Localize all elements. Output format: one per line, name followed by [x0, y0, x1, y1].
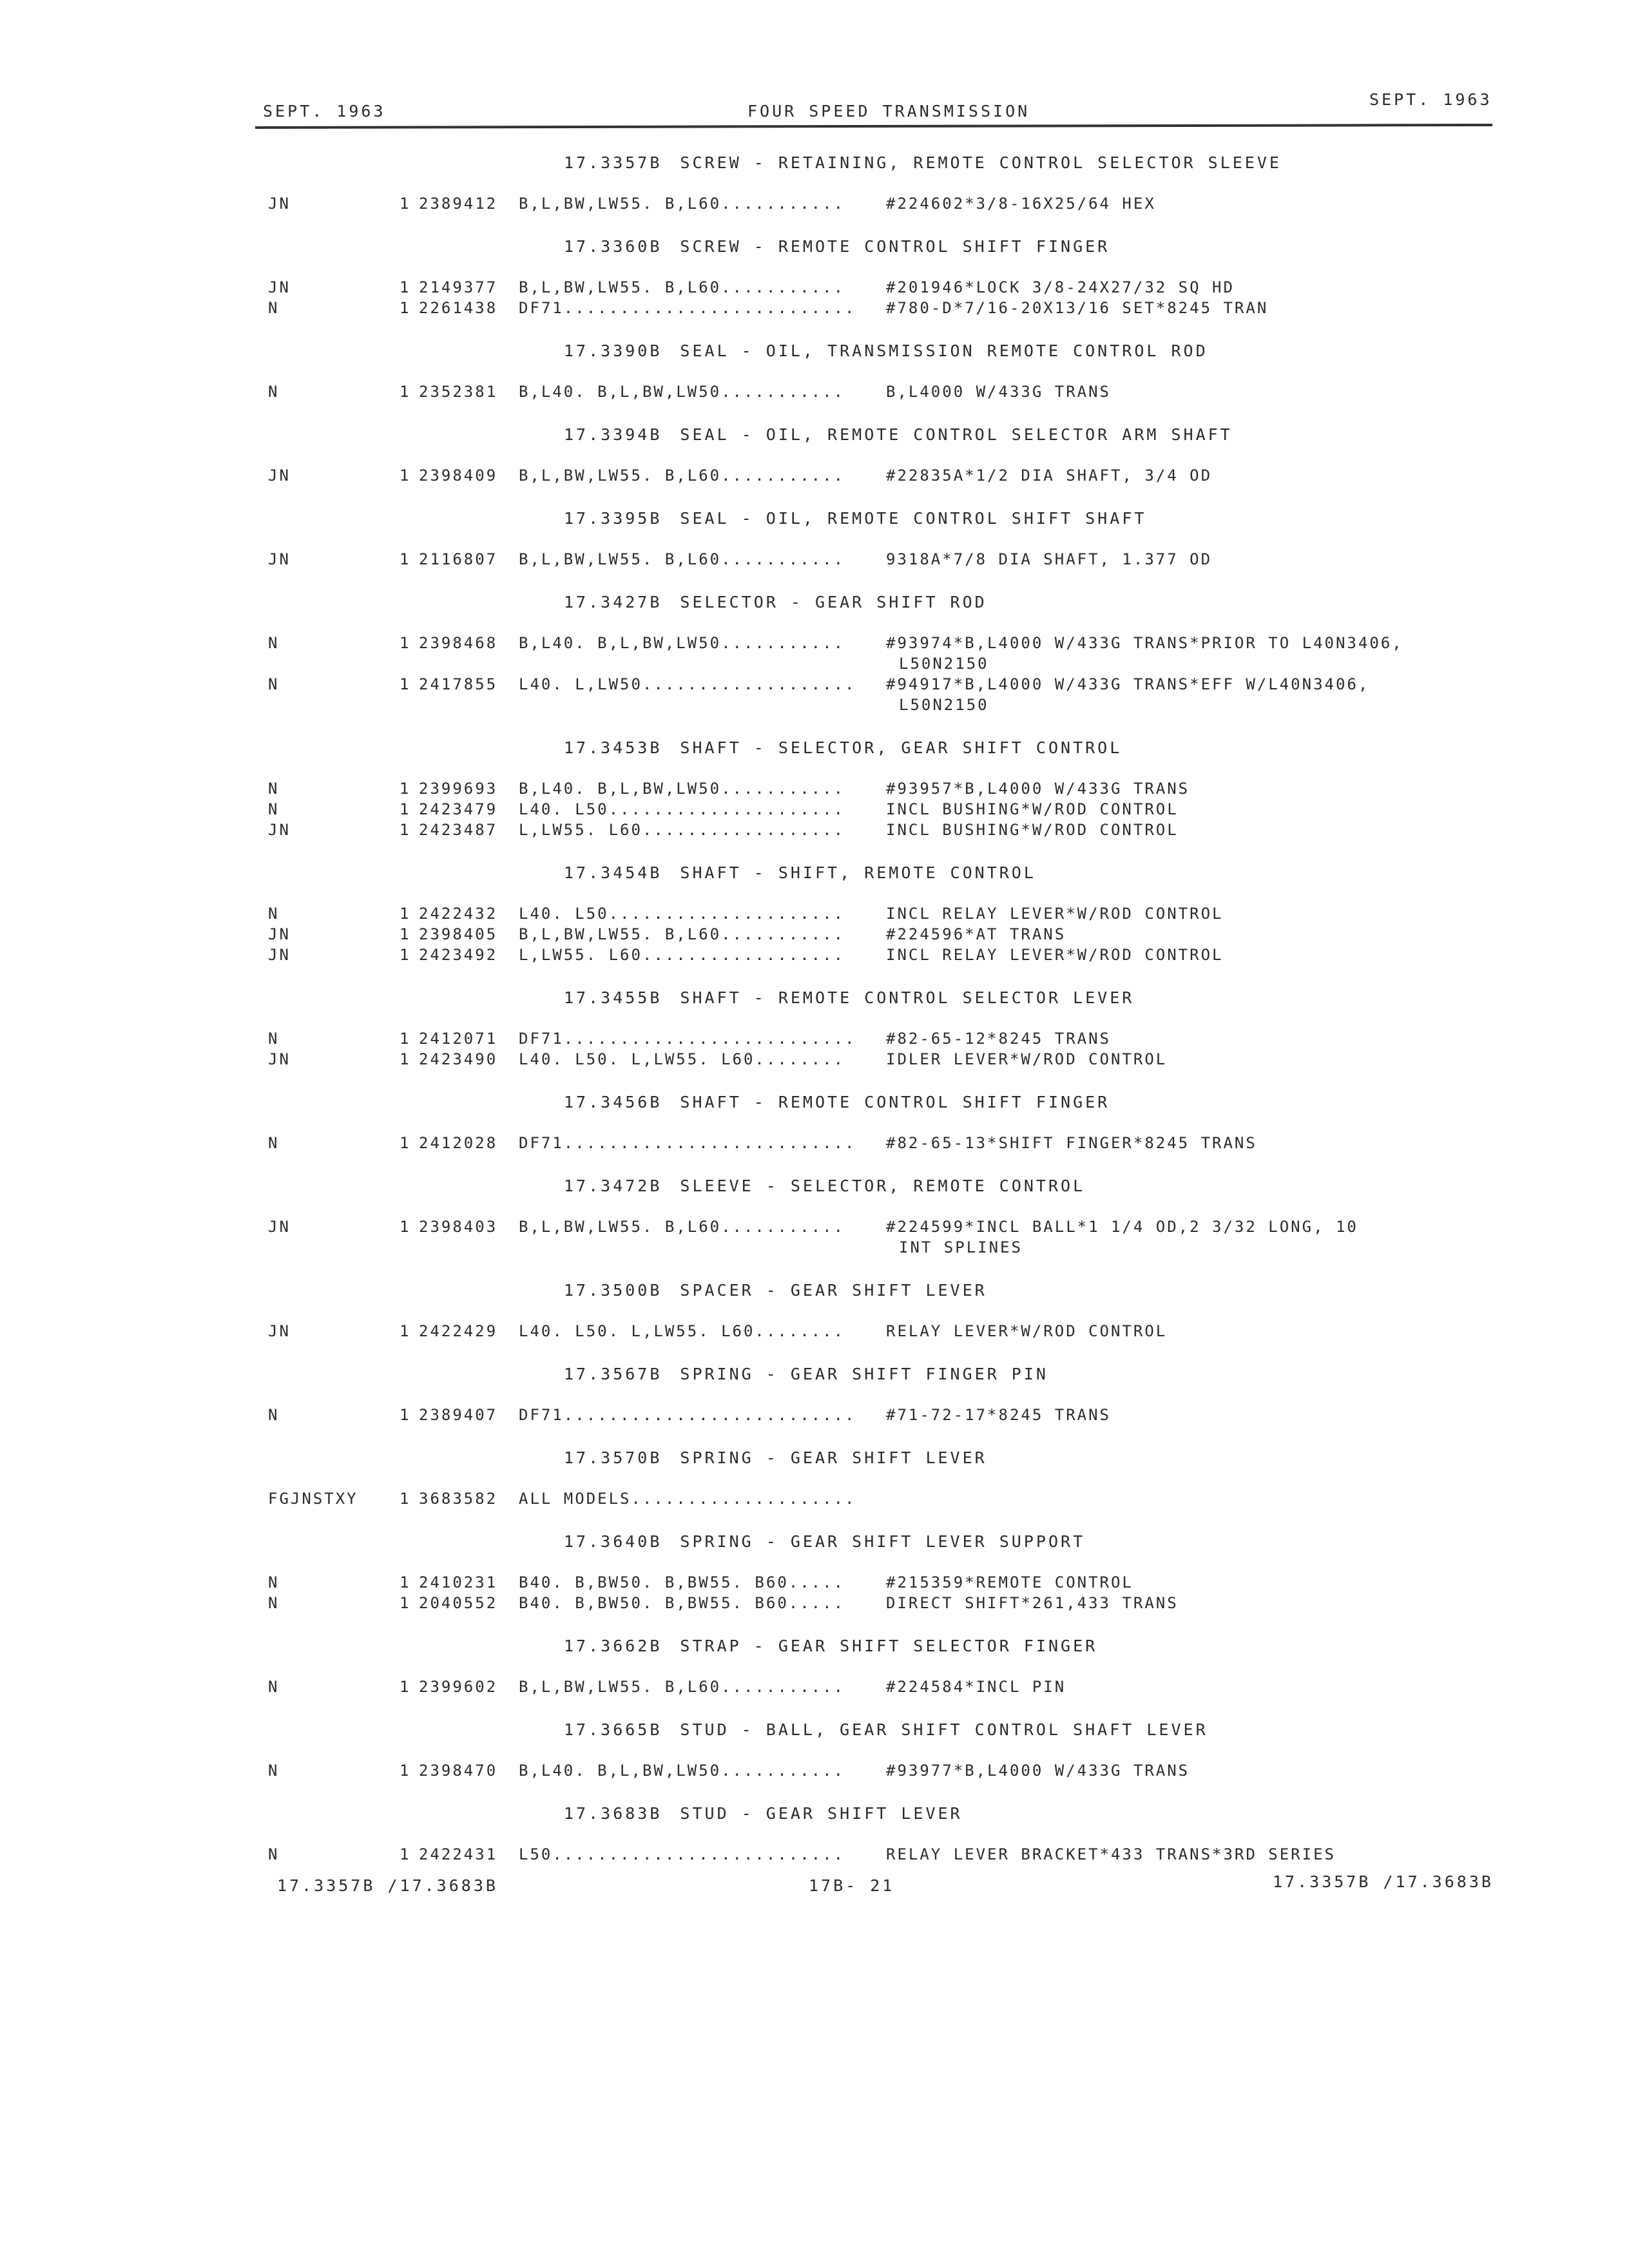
part-entry — [0, 820, 1629, 840]
part-entry — [0, 1593, 1629, 1613]
section-gap — [0, 575, 1629, 591]
entry-note: #224599*INCL BALL*1 1/4 OD,2 3/32 LONG, 10 — [886, 1218, 1358, 1236]
entry-models: N — [268, 675, 280, 693]
part-entry — [0, 799, 1629, 820]
entry-applicable-models: B,L40. B,L,BW,LW50........... — [519, 1762, 845, 1780]
section-title — [0, 1175, 1629, 1216]
section-code: 17.3357B — [564, 153, 662, 172]
section-entries — [0, 549, 1629, 575]
section-gap — [0, 1263, 1629, 1280]
part-entry — [0, 1677, 1629, 1697]
parts-section — [0, 1531, 1629, 1635]
entry-part-number: 2398470 — [419, 1762, 498, 1780]
section-code: 17.3394B — [564, 425, 662, 444]
entry-applicable-models: DF71.......................... — [519, 1030, 856, 1048]
entry-note: RELAY LEVER BRACKET*433 TRANS*3RD SERIES — [886, 1845, 1336, 1863]
entry-models: JN — [268, 195, 291, 213]
part-entry — [0, 903, 1629, 924]
entry-applicable-models: L50.......................... — [519, 1845, 845, 1863]
section-title — [0, 1363, 1629, 1405]
section-title — [0, 987, 1629, 1028]
section-code: 17.3472B — [564, 1177, 662, 1195]
part-entry — [0, 381, 1629, 402]
entry-part-number: 2389412 — [419, 195, 498, 213]
section-entries — [0, 465, 1629, 491]
entry-note: DIRECT SHIFT*261,433 TRANS — [886, 1594, 1179, 1612]
section-title — [0, 424, 1629, 465]
section-title — [0, 508, 1629, 549]
entry-applicable-models: DF71.......................... — [519, 1406, 856, 1424]
entry-applicable-models: B,L,BW,LW55. B,L60........... — [519, 466, 845, 485]
section-title-text: STUD - BALL, GEAR SHIFT CONTROL SHAFT LEVER — [680, 1720, 1208, 1739]
entry-applicable-models: B,L,BW,LW55. B,L60........... — [519, 1678, 845, 1696]
section-entries — [0, 633, 1629, 720]
entry-note: #82-65-12*8245 TRANS — [886, 1030, 1111, 1048]
entry-note-continuation-text: L50N2150 — [899, 696, 989, 714]
entry-part-number: 2417855 — [419, 675, 498, 693]
parts-section — [0, 152, 1629, 236]
entry-quantity: 1 — [400, 299, 411, 317]
entry-models: JN — [268, 278, 291, 296]
section-title-text: SPACER - GEAR SHIFT LEVER — [680, 1281, 987, 1300]
entry-quantity: 1 — [400, 1573, 411, 1591]
section-title-text: SCREW - REMOTE CONTROL SHIFT FINGER — [680, 237, 1110, 256]
entry-quantity: 1 — [400, 1322, 411, 1340]
section-title-text: SHAFT - REMOTE CONTROL SHIFT FINGER — [680, 1093, 1110, 1111]
entry-note: #215359*REMOTE CONTROL — [886, 1573, 1133, 1591]
entry-models: JN — [268, 821, 291, 839]
entry-quantity: 1 — [400, 383, 411, 401]
section-code: 17.3360B — [564, 237, 662, 256]
section-title-text: SPRING - GEAR SHIFT LEVER — [680, 1448, 987, 1467]
entry-models: N — [268, 1678, 280, 1696]
section-gap — [0, 1619, 1629, 1635]
part-entry — [0, 1572, 1629, 1593]
parts-list — [0, 152, 1629, 1887]
section-gap — [0, 1430, 1629, 1447]
entry-part-number: 2398409 — [419, 466, 498, 485]
entry-models: N — [268, 634, 280, 652]
entry-applicable-models: L40. L50. L,LW55. L60........ — [519, 1050, 845, 1068]
section-title — [0, 1280, 1629, 1321]
entry-quantity: 1 — [400, 821, 411, 839]
section-title-text: SEAL - OIL, REMOTE CONTROL SHIFT SHAFT — [680, 509, 1147, 528]
entry-applicable-models: DF71.......................... — [519, 1134, 856, 1152]
part-entry — [0, 1844, 1629, 1865]
parts-section — [0, 987, 1629, 1091]
section-title — [0, 591, 1629, 633]
entry-models: N — [268, 1594, 280, 1612]
section-title-text: SPRING - GEAR SHIFT FINGER PIN — [680, 1365, 1048, 1383]
entry-models: N — [268, 905, 280, 923]
entry-quantity: 1 — [400, 278, 411, 296]
section-gap — [0, 1514, 1629, 1531]
entry-models: N — [268, 1030, 280, 1048]
section-entries — [0, 1133, 1629, 1158]
entry-note: 9318A*7/8 DIA SHAFT, 1.377 OD — [886, 550, 1213, 568]
entry-applicable-models: L40. L50..................... — [519, 800, 845, 818]
section-title — [0, 1531, 1629, 1572]
entry-applicable-models: B,L40. B,L,BW,LW50........... — [519, 780, 845, 798]
section-code: 17.3395B — [564, 509, 662, 528]
part-entry — [0, 1321, 1629, 1341]
entry-applicable-models: B,L40. B,L,BW,LW50........... — [519, 634, 845, 652]
part-entry — [0, 549, 1629, 570]
entry-part-number: 2399602 — [419, 1678, 498, 1696]
parts-section — [0, 508, 1629, 591]
entry-applicable-models: B40. B,BW50. B,BW55. B60..... — [519, 1594, 845, 1612]
parts-section — [0, 737, 1629, 862]
section-title-text: STUD - GEAR SHIFT LEVER — [680, 1804, 963, 1823]
section-code: 17.3500B — [564, 1281, 662, 1300]
part-entry — [0, 465, 1629, 486]
entry-quantity: 1 — [400, 634, 411, 652]
entry-models: JN — [268, 1218, 291, 1236]
section-title-text: SHAFT - SHIFT, REMOTE CONTROL — [680, 863, 1036, 882]
section-title-text: SEAL - OIL, REMOTE CONTROL SELECTOR ARM SHAFT — [680, 425, 1233, 444]
entry-models: N — [268, 1134, 280, 1152]
entry-models: N — [268, 383, 280, 401]
part-entry — [0, 633, 1629, 653]
entry-models: JN — [268, 946, 291, 964]
entry-part-number: 2412028 — [419, 1134, 498, 1152]
entry-part-number: 2422431 — [419, 1845, 498, 1863]
entry-note: #224584*INCL PIN — [886, 1678, 1066, 1696]
section-code: 17.3640B — [564, 1532, 662, 1551]
entry-note: #71-72-17*8245 TRANS — [886, 1406, 1111, 1424]
entry-part-number: 2422432 — [419, 905, 498, 923]
parts-section — [0, 424, 1629, 508]
entry-models: JN — [268, 550, 291, 568]
part-entry — [0, 193, 1629, 214]
section-title — [0, 1635, 1629, 1677]
section-entries — [0, 1321, 1629, 1347]
section-title — [0, 152, 1629, 193]
entry-quantity: 1 — [400, 905, 411, 923]
part-entry — [0, 1405, 1629, 1425]
header-title: FOUR SPEED TRANSMISSION — [747, 102, 1030, 120]
section-entries — [0, 1844, 1629, 1870]
section-entries — [0, 903, 1629, 970]
entry-quantity: 1 — [400, 675, 411, 693]
entry-quantity: 1 — [400, 1050, 411, 1068]
entry-models: N — [268, 780, 280, 798]
entry-quantity: 1 — [400, 800, 411, 818]
entry-quantity: 1 — [400, 1030, 411, 1048]
entry-note: #93957*B,L4000 W/433G TRANS — [886, 780, 1190, 798]
section-title — [0, 737, 1629, 778]
parts-section — [0, 1363, 1629, 1447]
section-title-text: SEAL - OIL, TRANSMISSION REMOTE CONTROL ROD — [680, 341, 1208, 360]
section-code: 17.3454B — [564, 863, 662, 882]
part-entry — [0, 778, 1629, 799]
entry-note: B,L4000 W/433G TRANS — [886, 383, 1111, 401]
part-entry — [0, 1216, 1629, 1237]
entry-applicable-models: ALL MODELS.................... — [519, 1490, 856, 1508]
parts-section — [0, 1719, 1629, 1803]
section-code: 17.3390B — [564, 341, 662, 360]
section-title-text: SHAFT - SELECTOR, GEAR SHIFT CONTROL — [680, 738, 1123, 757]
entry-part-number: 2423487 — [419, 821, 498, 839]
footer-range-left: 17.3357B /17.3683B — [277, 1876, 498, 1895]
entry-applicable-models: L40. L,LW50................... — [519, 675, 856, 693]
entry-models: FGJNSTXY — [268, 1490, 358, 1508]
part-entry — [0, 945, 1629, 965]
section-gap — [0, 1158, 1629, 1175]
entry-applicable-models: B40. B,BW50. B,BW55. B60..... — [519, 1573, 845, 1591]
entry-part-number: 2398405 — [419, 925, 498, 943]
entry-note: #93977*B,L4000 W/433G TRANS — [886, 1762, 1190, 1780]
parts-section — [0, 1635, 1629, 1719]
section-code: 17.3427B — [564, 593, 662, 611]
entry-quantity: 1 — [400, 1490, 411, 1508]
entry-note: INCL BUSHING*W/ROD CONTROL — [886, 821, 1179, 839]
section-code: 17.3570B — [564, 1448, 662, 1467]
section-code: 17.3665B — [564, 1720, 662, 1739]
entry-models: N — [268, 1573, 280, 1591]
section-gap — [0, 720, 1629, 737]
parts-section — [0, 1447, 1629, 1531]
entry-models: JN — [268, 925, 291, 943]
section-entries — [0, 277, 1629, 323]
section-title — [0, 236, 1629, 277]
entry-quantity: 1 — [400, 925, 411, 943]
part-entry — [0, 924, 1629, 945]
entry-models: N — [268, 1845, 280, 1863]
part-entry — [0, 298, 1629, 318]
entry-models: JN — [268, 466, 291, 485]
entry-note: INCL BUSHING*W/ROD CONTROL — [886, 800, 1179, 818]
entry-part-number: 2398403 — [419, 1218, 498, 1236]
entry-part-number: 2412071 — [419, 1030, 498, 1048]
section-gap — [0, 1702, 1629, 1719]
entry-note: #22835A*1/2 DIA SHAFT, 3/4 OD — [886, 466, 1213, 485]
section-entries — [0, 778, 1629, 845]
section-title — [0, 1803, 1629, 1844]
section-entries — [0, 1677, 1629, 1702]
section-gap — [0, 1347, 1629, 1363]
section-code: 17.3567B — [564, 1365, 662, 1383]
section-entries — [0, 1405, 1629, 1430]
entry-part-number: 2399693 — [419, 780, 498, 798]
section-gap — [0, 970, 1629, 987]
section-code: 17.3455B — [564, 988, 662, 1007]
entry-note-continuation-text: L50N2150 — [899, 655, 989, 673]
part-entry — [0, 1049, 1629, 1070]
entry-part-number: 2423479 — [419, 800, 498, 818]
entry-part-number: 2261438 — [419, 299, 498, 317]
entry-applicable-models: B,L40. B,L,BW,LW50........... — [519, 383, 845, 401]
entry-part-number: 2389407 — [419, 1406, 498, 1424]
header-date-right: SEPT. 1963 — [1369, 90, 1492, 109]
entry-quantity: 1 — [400, 946, 411, 964]
entry-part-number: 2116807 — [419, 550, 498, 568]
entry-part-number: 2422429 — [419, 1322, 498, 1340]
entry-quantity: 1 — [400, 466, 411, 485]
entry-models: JN — [268, 1322, 291, 1340]
section-code: 17.3453B — [564, 738, 662, 757]
entry-applicable-models: B,L,BW,LW55. B,L60........... — [519, 195, 845, 213]
entry-quantity: 1 — [400, 195, 411, 213]
entry-models: N — [268, 800, 280, 818]
parts-section — [0, 591, 1629, 737]
entry-note: #82-65-13*SHIFT FINGER*8245 TRANS — [886, 1134, 1257, 1152]
section-entries — [0, 381, 1629, 407]
entry-note-continuation — [0, 653, 1629, 674]
parts-section — [0, 1280, 1629, 1363]
entry-note: #224602*3/8-16X25/64 HEX — [886, 195, 1156, 213]
footer-range-right: 17.3357B /17.3683B — [1273, 1872, 1494, 1891]
entry-note: #201946*LOCK 3/8-24X27/32 SQ HD — [886, 278, 1235, 296]
entry-applicable-models: B,L,BW,LW55. B,L60........... — [519, 278, 845, 296]
entry-quantity: 1 — [400, 1134, 411, 1152]
entry-note: INCL RELAY LEVER*W/ROD CONTROL — [886, 905, 1224, 923]
part-entry — [0, 1760, 1629, 1781]
entry-quantity: 1 — [400, 1218, 411, 1236]
section-title — [0, 340, 1629, 381]
section-gap — [0, 1786, 1629, 1803]
entry-applicable-models: B,L,BW,LW55. B,L60........... — [519, 1218, 845, 1236]
entry-quantity: 1 — [400, 1845, 411, 1863]
section-title-text: SHAFT - REMOTE CONTROL SELECTOR LEVER — [680, 988, 1135, 1007]
header-date-left: SEPT. 1963 — [263, 102, 386, 120]
parts-section — [0, 862, 1629, 987]
section-code: 17.3662B — [564, 1637, 662, 1655]
section-title-text: STRAP - GEAR SHIFT SELECTOR FINGER — [680, 1637, 1098, 1655]
section-code: 17.3683B — [564, 1804, 662, 1823]
header-rule — [255, 124, 1492, 129]
parts-section — [0, 1175, 1629, 1280]
part-entry — [0, 1488, 1629, 1509]
section-title — [0, 862, 1629, 903]
entry-note: #94917*B,L4000 W/433G TRANS*EFF W/L40N3406, — [886, 675, 1370, 693]
entry-note: RELAY LEVER*W/ROD CONTROL — [886, 1322, 1168, 1340]
entry-note-continuation-text: INT SPLINES — [899, 1238, 1023, 1256]
entry-quantity: 1 — [400, 1406, 411, 1424]
entry-part-number: 2423490 — [419, 1050, 498, 1068]
entry-note: IDLER LEVER*W/ROD CONTROL — [886, 1050, 1168, 1068]
section-gap — [0, 1075, 1629, 1091]
footer-page-number: 17B- 21 — [809, 1876, 895, 1895]
entry-models: N — [268, 1406, 280, 1424]
entry-applicable-models: L,LW55. L60.................. — [519, 821, 845, 839]
section-gap — [0, 491, 1629, 508]
entry-part-number: 2040552 — [419, 1594, 498, 1612]
entry-quantity: 1 — [400, 1594, 411, 1612]
section-gap — [0, 323, 1629, 340]
entry-part-number: 2398468 — [419, 634, 498, 652]
section-entries — [0, 1028, 1629, 1075]
section-entries — [0, 193, 1629, 219]
section-entries — [0, 1488, 1629, 1514]
entry-note: INCL RELAY LEVER*W/ROD CONTROL — [886, 946, 1224, 964]
entry-quantity: 1 — [400, 1678, 411, 1696]
entry-note-continuation — [0, 1237, 1629, 1258]
parts-section — [0, 236, 1629, 340]
entry-part-number: 3683582 — [419, 1490, 498, 1508]
entry-note: #224596*AT TRANS — [886, 925, 1066, 943]
section-gap — [0, 845, 1629, 862]
entry-quantity: 1 — [400, 1762, 411, 1780]
part-entry — [0, 1028, 1629, 1049]
section-code: 17.3456B — [564, 1093, 662, 1111]
entry-note: #780-D*7/16-20X13/16 SET*8245 TRAN — [886, 299, 1269, 317]
section-title-text: SCREW - RETAINING, REMOTE CONTROL SELECTOR SLEEVE — [680, 153, 1282, 172]
entry-applicable-models: B,L,BW,LW55. B,L60........... — [519, 550, 845, 568]
section-title — [0, 1719, 1629, 1760]
section-title-text: SPRING - GEAR SHIFT LEVER SUPPORT — [680, 1532, 1086, 1551]
entry-note: #93974*B,L4000 W/433G TRANS*PRIOR TO L40N3406, — [886, 634, 1403, 652]
section-entries — [0, 1572, 1629, 1619]
section-gap — [0, 219, 1629, 236]
entry-applicable-models: B,L,BW,LW55. B,L60........... — [519, 925, 845, 943]
entry-part-number: 2423492 — [419, 946, 498, 964]
entry-applicable-models: L,LW55. L60.................. — [519, 946, 845, 964]
part-entry — [0, 277, 1629, 298]
part-entry — [0, 1133, 1629, 1153]
part-entry — [0, 674, 1629, 695]
entry-applicable-models: L40. L50. L,LW55. L60........ — [519, 1322, 845, 1340]
entry-models: N — [268, 1762, 280, 1780]
entry-models: JN — [268, 1050, 291, 1068]
entry-models: N — [268, 299, 280, 317]
entry-part-number: 2149377 — [419, 278, 498, 296]
entry-part-number: 2410231 — [419, 1573, 498, 1591]
entry-quantity: 1 — [400, 780, 411, 798]
entry-applicable-models: DF71.......................... — [519, 299, 856, 317]
section-title — [0, 1091, 1629, 1133]
parts-section — [0, 340, 1629, 424]
section-title-text: SLEEVE - SELECTOR, REMOTE CONTROL — [680, 1177, 1086, 1195]
entry-applicable-models: L40. L50..................... — [519, 905, 845, 923]
entry-note-continuation — [0, 695, 1629, 715]
section-title — [0, 1447, 1629, 1488]
section-entries — [0, 1216, 1629, 1263]
entry-quantity: 1 — [400, 550, 411, 568]
section-title-text: SELECTOR - GEAR SHIFT ROD — [680, 593, 987, 611]
entry-part-number: 2352381 — [419, 383, 498, 401]
section-entries — [0, 1760, 1629, 1786]
parts-section — [0, 1091, 1629, 1175]
section-gap — [0, 407, 1629, 424]
